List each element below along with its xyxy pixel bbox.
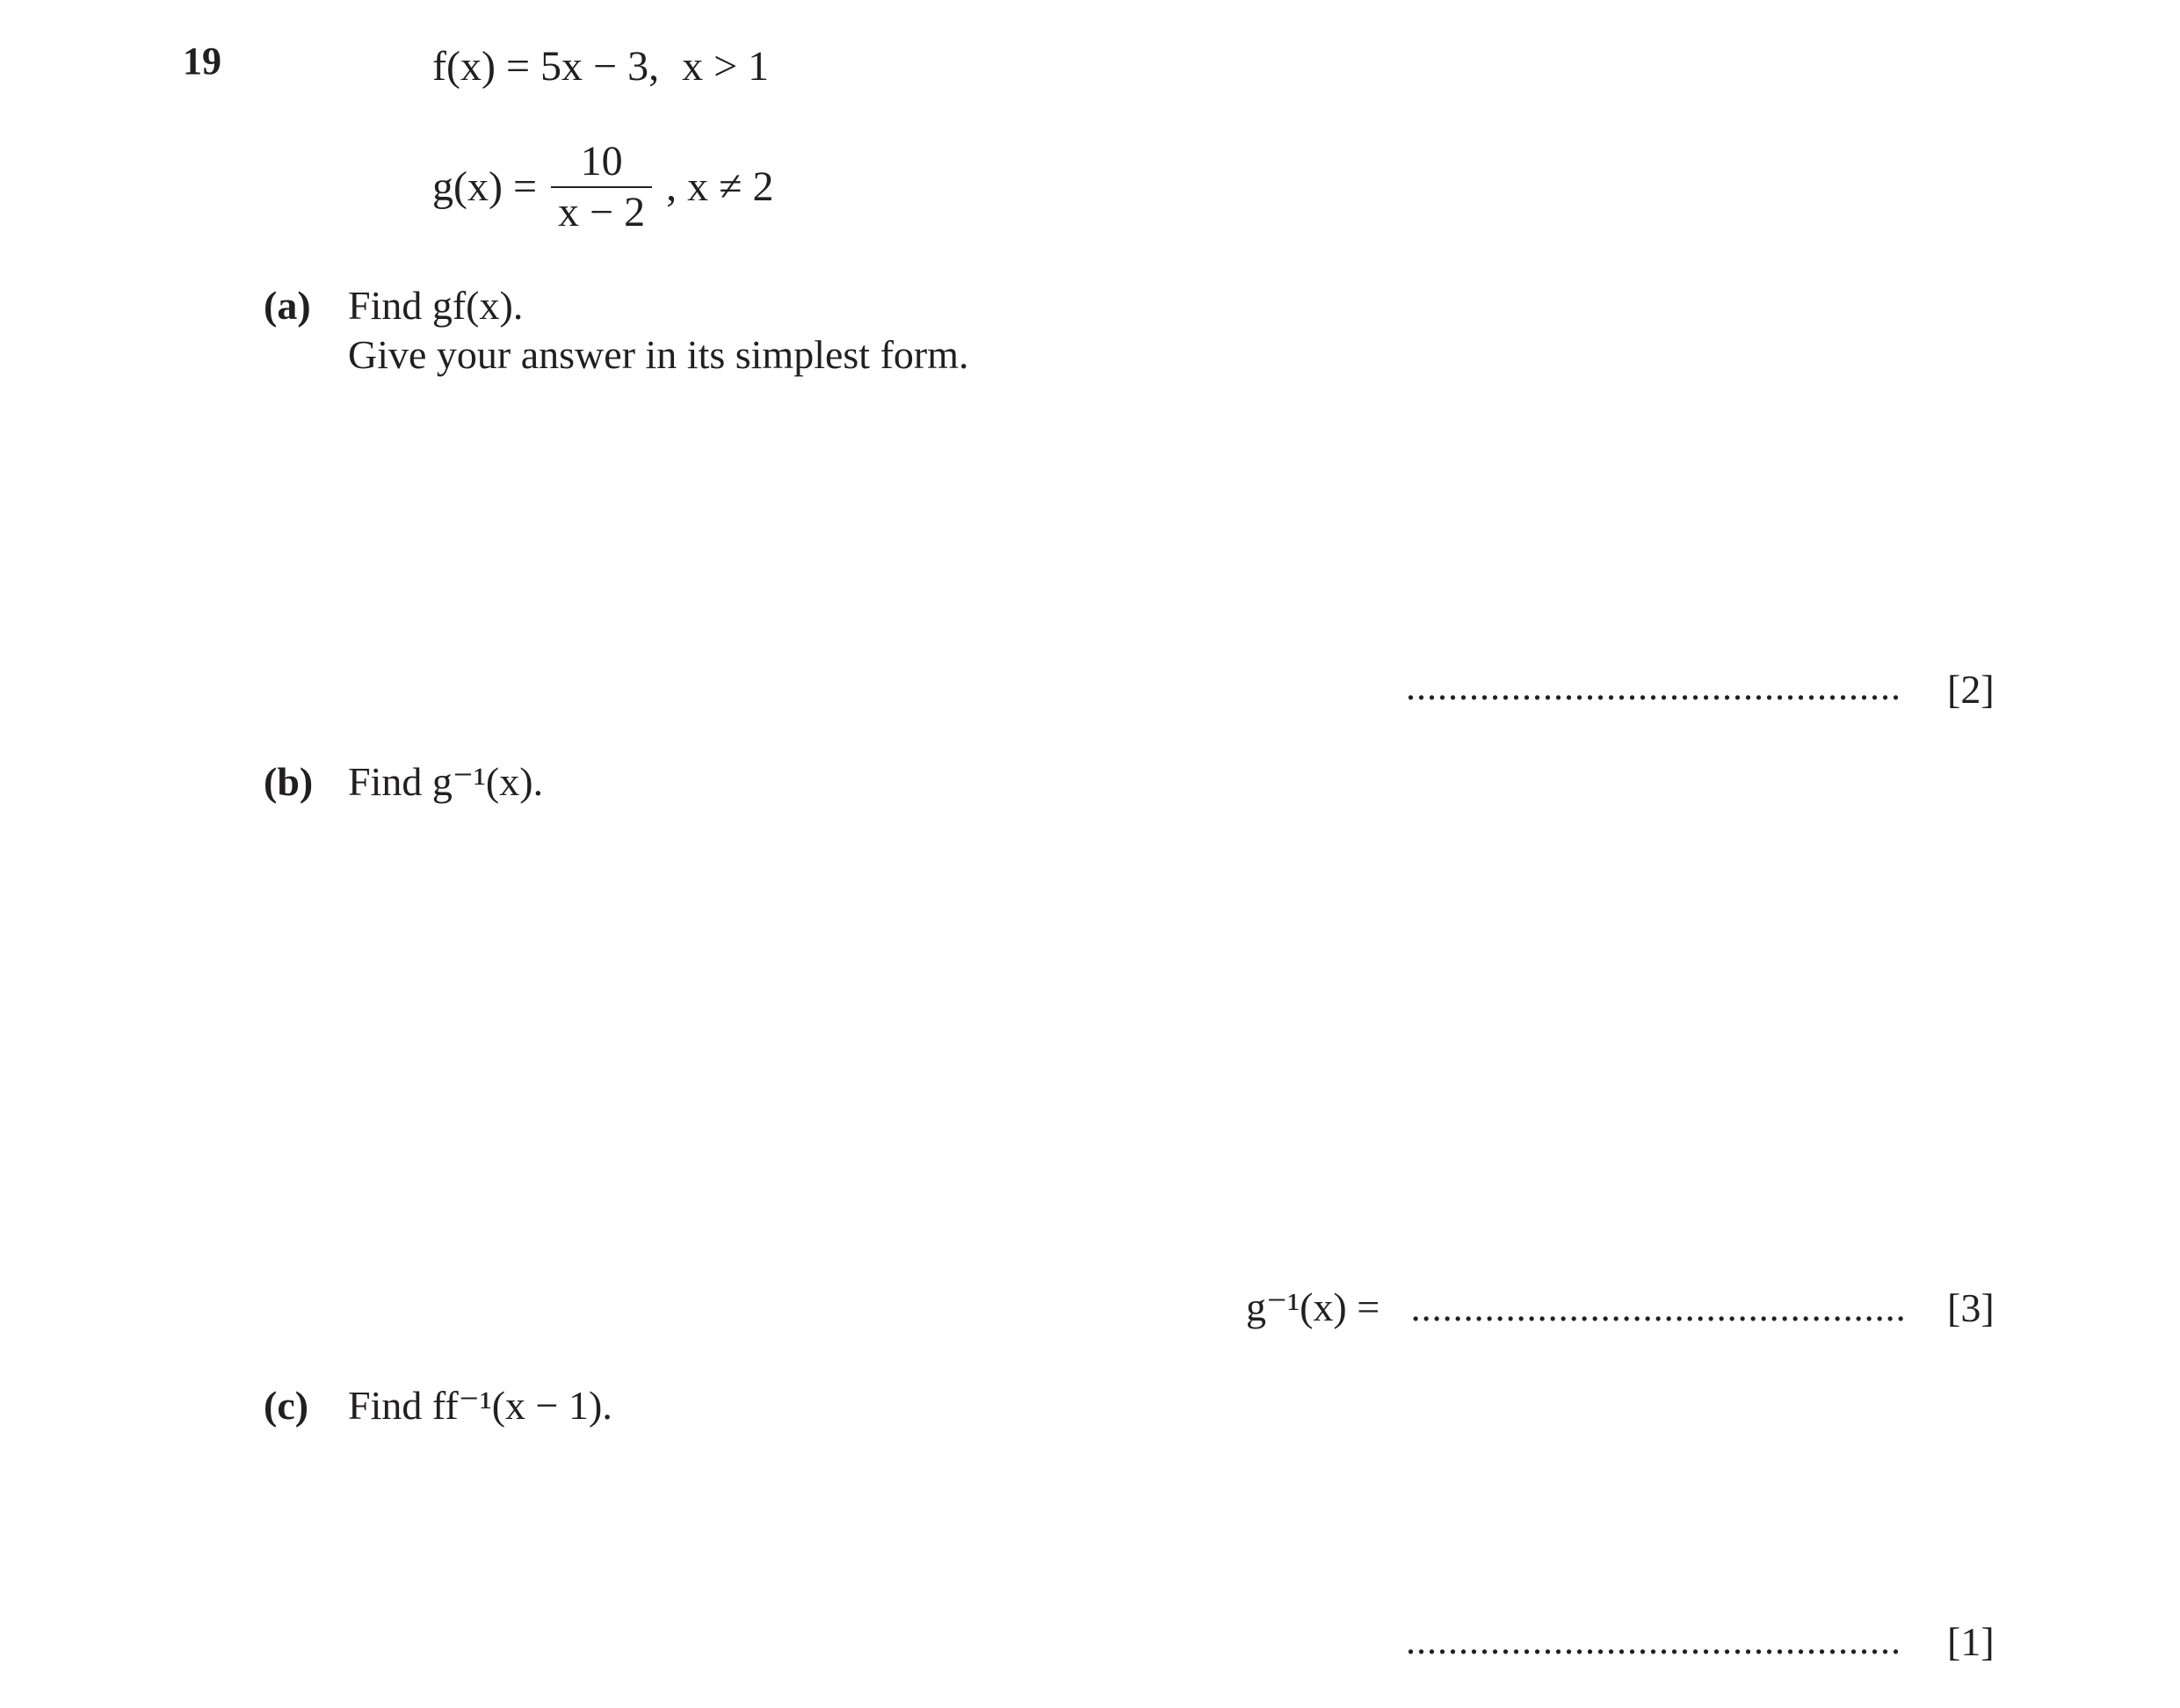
question-number: 19 bbox=[183, 40, 221, 83]
g-definition-condition: , x ≠ 2 bbox=[666, 163, 774, 210]
part-a-label: (a) bbox=[264, 283, 311, 328]
part-c-label: (c) bbox=[264, 1383, 309, 1428]
g-definition bbox=[432, 138, 774, 235]
f-definition-lhs: f(x) = 5x − 3, bbox=[432, 43, 660, 90]
part-c-answer-line[interactable]: ............................................... bbox=[1406, 1619, 1901, 1662]
part-b-answer-line[interactable]: ............................................... bbox=[1410, 1286, 1907, 1329]
g-definition-lhs: g(x) = bbox=[432, 163, 538, 210]
part-c-prompt: Find ff⁻¹(x − 1). bbox=[348, 1383, 612, 1428]
part-b-prompt: Find g⁻¹(x). bbox=[348, 759, 544, 804]
part-a-marks: [2] bbox=[1947, 667, 1995, 712]
g-numerator: 10 bbox=[551, 141, 652, 188]
part-b-answer bbox=[1246, 1283, 1907, 1330]
part-a-answer-line[interactable]: ............................................... bbox=[1406, 665, 1901, 708]
g-denominator: x − 2 bbox=[558, 189, 646, 235]
part-a-line1: Find gf(x). bbox=[348, 283, 524, 328]
g-fraction bbox=[551, 138, 652, 235]
part-c-marks: [1] bbox=[1947, 1619, 1995, 1664]
part-b-label: (b) bbox=[264, 759, 314, 804]
f-definition bbox=[432, 43, 770, 90]
f-definition-condition: x > 1 bbox=[682, 43, 770, 90]
part-b-marks: [3] bbox=[1947, 1285, 1995, 1330]
part-a-line2: Give your answer in its simplest form. bbox=[348, 332, 969, 377]
part-b-answer-prefix: g⁻¹(x) = bbox=[1246, 1285, 1380, 1329]
part-a-prompt bbox=[348, 281, 969, 380]
